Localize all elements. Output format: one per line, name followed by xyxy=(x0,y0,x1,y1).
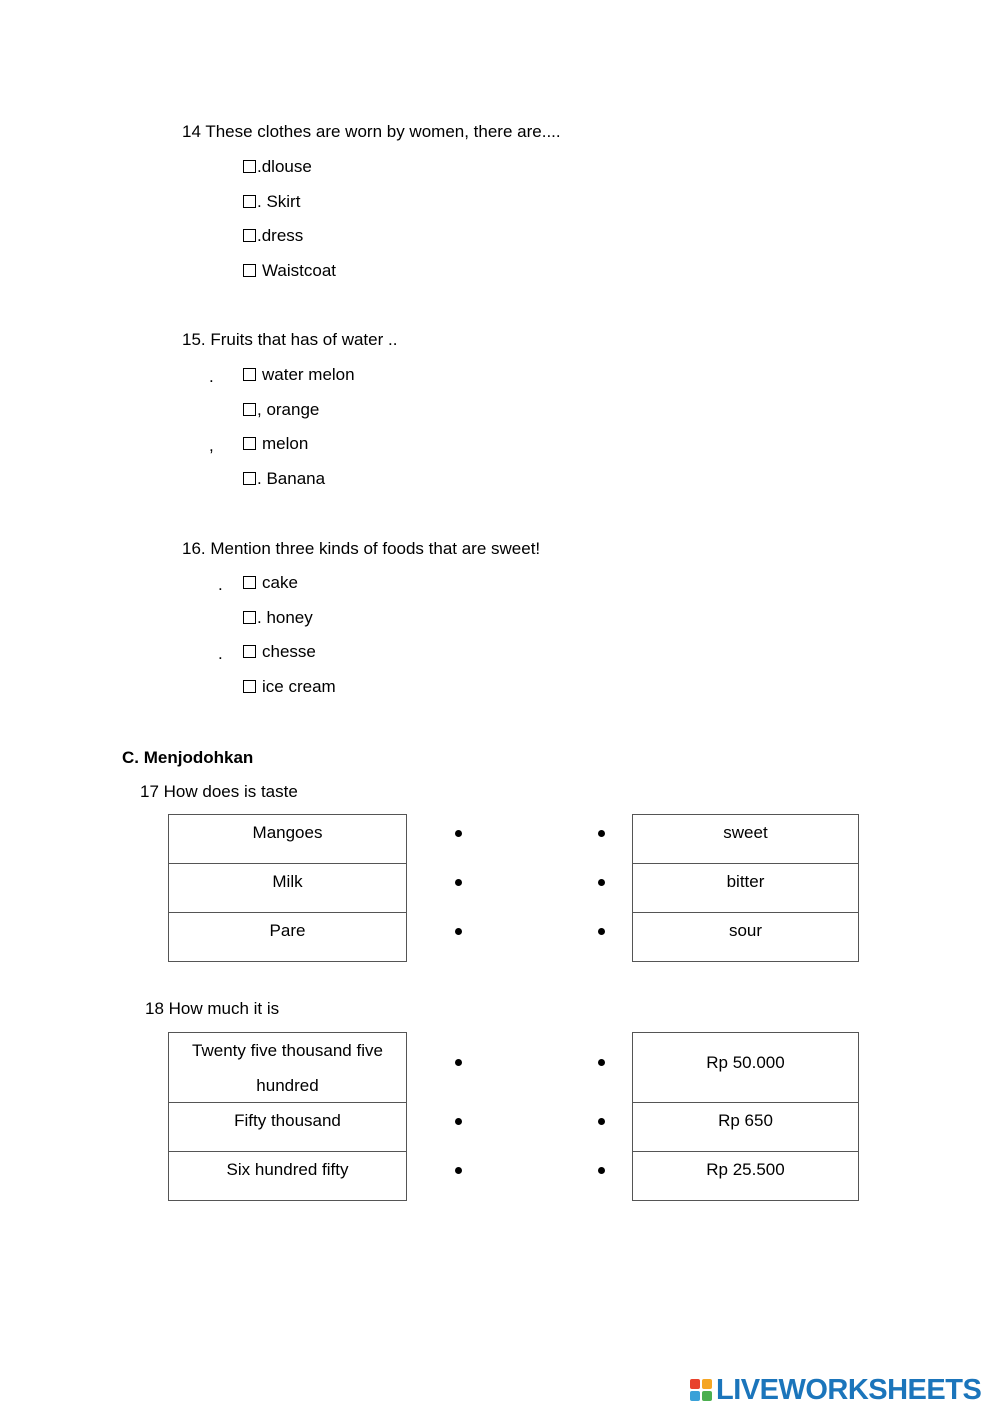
match-dot-left[interactable] xyxy=(455,879,462,886)
match-left-cell xyxy=(168,1151,407,1201)
match-dot-left[interactable] xyxy=(455,1059,462,1066)
question-15: 15. Fruits that has of water .. xyxy=(182,330,398,349)
match-right-cell xyxy=(632,1102,859,1152)
stray-mark: , xyxy=(209,436,214,455)
match-dot-left[interactable] xyxy=(455,928,462,935)
q16-option-4[interactable] xyxy=(243,677,336,697)
q16-option-1[interactable] xyxy=(243,573,298,593)
logo-text: LIVEWORKSHEETS xyxy=(716,1374,982,1406)
option-label: cake xyxy=(262,573,298,592)
section-title: C. Menjodohkan xyxy=(122,748,254,767)
checkbox[interactable] xyxy=(243,368,256,381)
option-label: ice cream xyxy=(262,677,336,696)
cell-label-line: hundred xyxy=(256,1076,319,1095)
match-dot-left[interactable] xyxy=(455,1118,462,1125)
cell-label: sweet xyxy=(723,823,768,842)
option-label: .dlouse xyxy=(257,157,312,176)
match-dot-right[interactable] xyxy=(598,1167,605,1174)
checkbox[interactable] xyxy=(243,229,256,242)
cell-label-line: Twenty five thousand five xyxy=(192,1041,383,1060)
match-dot-right[interactable] xyxy=(598,1118,605,1125)
q14-option-2[interactable] xyxy=(243,192,300,212)
match-dot-left[interactable] xyxy=(455,1167,462,1174)
liveworksheets-logo xyxy=(690,1374,981,1407)
cell-label: Rp 25.500 xyxy=(706,1160,785,1179)
stray-mark: . xyxy=(209,367,214,386)
q15-option-4[interactable] xyxy=(243,469,325,489)
option-label: .dress xyxy=(257,226,304,245)
checkbox[interactable] xyxy=(243,160,256,173)
match-right-cell xyxy=(632,912,859,962)
q15-option-1[interactable] xyxy=(243,365,355,385)
checkbox[interactable] xyxy=(243,576,256,589)
option-label: , orange xyxy=(257,400,320,419)
cell-label: Milk xyxy=(272,872,303,891)
cell-label: sour xyxy=(728,921,763,940)
cell-label: bitter xyxy=(726,872,765,891)
match-dot-right[interactable] xyxy=(598,1059,605,1066)
cell-label: Pare xyxy=(269,921,306,940)
checkbox[interactable] xyxy=(243,264,256,277)
cell-label: Rp 650 xyxy=(718,1111,773,1130)
question-18: 18 How much it is xyxy=(145,999,280,1018)
match-dot-right[interactable] xyxy=(598,879,605,886)
q14-option-3[interactable] xyxy=(243,226,303,246)
q15-option-3[interactable] xyxy=(243,434,308,454)
checkbox[interactable] xyxy=(243,437,256,450)
match-left-cell xyxy=(168,912,407,962)
checkbox[interactable] xyxy=(243,645,256,658)
checkbox[interactable] xyxy=(243,403,256,416)
match-dot-right[interactable] xyxy=(598,928,605,935)
question-17: 17 How does is taste xyxy=(140,782,298,801)
match-left-cell xyxy=(168,1032,407,1103)
match-dot-right[interactable] xyxy=(598,830,605,837)
checkbox[interactable] xyxy=(243,611,256,624)
checkbox[interactable] xyxy=(243,195,256,208)
match-right-cell xyxy=(632,1032,859,1103)
question-14: 14 These clothes are worn by women, there are.... xyxy=(182,122,561,141)
logo-icon xyxy=(690,1379,714,1403)
match-dot-left[interactable] xyxy=(455,830,462,837)
question-16: 16. Mention three kinds of foods that are sweet! xyxy=(182,539,541,558)
match-right-cell xyxy=(632,814,859,864)
q15-option-2[interactable] xyxy=(243,400,319,420)
q16-option-3[interactable] xyxy=(243,642,316,662)
match-left-cell xyxy=(168,863,407,913)
checkbox[interactable] xyxy=(243,680,256,693)
match-right-cell xyxy=(632,1151,859,1201)
q14-option-1[interactable] xyxy=(243,157,312,177)
cell-label: Fifty thousand xyxy=(234,1111,341,1130)
stray-mark: . xyxy=(218,644,223,663)
match-left-cell xyxy=(168,1102,407,1152)
option-label: chesse xyxy=(262,642,316,661)
q14-option-4[interactable] xyxy=(243,261,336,281)
stray-mark: . xyxy=(218,575,223,594)
q16-option-2[interactable] xyxy=(243,608,313,628)
match-left-cell xyxy=(168,814,407,864)
cell-label: Mangoes xyxy=(252,823,323,842)
option-label: water melon xyxy=(262,365,355,384)
option-label: . Skirt xyxy=(257,192,301,211)
option-label: . honey xyxy=(257,608,313,627)
option-label: . Banana xyxy=(257,469,326,488)
option-label: Waistcoat xyxy=(262,261,337,280)
cell-label: Rp 50.000 xyxy=(706,1053,785,1072)
cell-label: Six hundred fifty xyxy=(226,1160,349,1179)
match-right-cell xyxy=(632,863,859,913)
checkbox[interactable] xyxy=(243,472,256,485)
option-label: melon xyxy=(262,434,309,453)
